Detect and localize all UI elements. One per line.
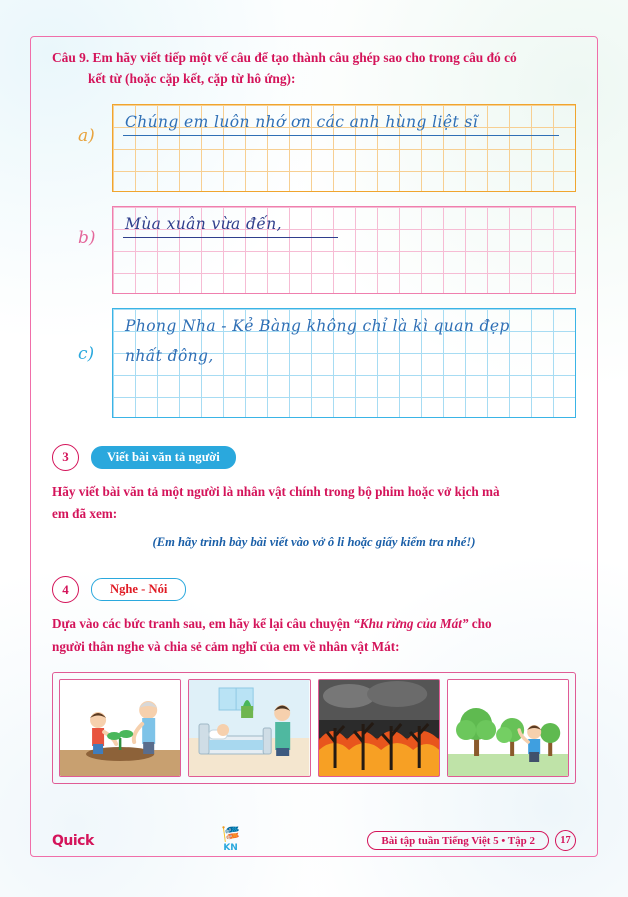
section-3-pill: Viết bài văn tả người xyxy=(91,446,236,469)
section-3-prompt-line-2: em đã xem: xyxy=(52,505,118,521)
answer-underline-b xyxy=(123,237,338,238)
question-9-title xyxy=(52,48,576,90)
section-3-note: (Em hãy trình bày bài viết vào vở ô li hoặc giấy kiểm tra nhé!) xyxy=(152,535,476,550)
answer-label-c: c) xyxy=(78,343,95,364)
answer-grid-b[interactable] xyxy=(112,206,576,294)
section-4-prompt xyxy=(52,613,576,658)
picture-4-boy-with-new-trees xyxy=(447,679,569,777)
picture-4-illustration xyxy=(448,680,568,776)
section-4-number: 4 xyxy=(52,576,79,603)
answer-grid-c[interactable] xyxy=(112,308,576,418)
answer-handwriting-c-line-1: Phong Nha - Kẻ Bàng không chỉ là kì quan đẹp xyxy=(125,316,510,335)
picture-1-boy-and-grandpa-planting xyxy=(59,679,181,777)
answer-grid-a[interactable] xyxy=(112,104,576,192)
section-4-prompt-line-2: người thân nghe và chia sẻ cảm nghĩ của em về nhân vật Mát: xyxy=(52,638,400,654)
section-3-prompt xyxy=(52,481,576,526)
book-title: Bài tập tuần Tiếng Việt 5 • Tập 2 xyxy=(367,831,549,850)
answer-label-b: b) xyxy=(78,227,96,248)
kn-logo-text: KN xyxy=(223,843,238,853)
picture-strip xyxy=(52,672,576,784)
picture-2-grandpa-in-hospital-bed xyxy=(188,679,310,777)
answer-block-a xyxy=(52,104,576,192)
fan-icon: 🎏 xyxy=(221,827,240,843)
answer-handwriting-c-line-2: nhất đông, xyxy=(125,346,214,365)
story-title: “Khu rừng của Mát” xyxy=(353,616,469,632)
section-4-pill: Nghe - Nói xyxy=(91,578,186,601)
section-4-header xyxy=(52,576,576,603)
section-4-prompt-part-1: Dựa vào các bức tranh sau, em hãy kể lại câu chuyện xyxy=(52,616,354,632)
footer-right xyxy=(367,830,576,851)
answer-block-b xyxy=(52,206,576,294)
publisher-logo-text: Quick xyxy=(52,832,94,849)
page-number: 17 xyxy=(555,830,576,851)
picture-1-illustration xyxy=(60,680,180,776)
question-9-line-1: Câu 9. Em hãy viết tiếp một vế câu để tạo thành câu ghép sao cho trong câu đó có xyxy=(52,50,517,65)
section-4-prompt-part-3: cho xyxy=(468,616,492,632)
answer-handwriting-b: Mùa xuân vừa đến, xyxy=(125,214,282,233)
picture-2-illustration xyxy=(189,680,309,776)
answer-label-a: a) xyxy=(78,125,95,146)
page-content xyxy=(52,48,576,784)
picture-3-illustration xyxy=(319,680,439,776)
answer-handwriting-a: Chúng em luôn nhớ ơn các anh hùng liệt sĩ xyxy=(125,112,479,131)
question-9-line-2: kết từ (hoặc cặp kết, cặp từ hô ứng): xyxy=(88,70,296,86)
section-3-number: 3 xyxy=(52,444,79,471)
answer-block-c xyxy=(52,308,576,418)
picture-3-forest-fire xyxy=(318,679,440,777)
publisher-logo xyxy=(52,833,94,849)
answer-underline-a xyxy=(123,135,559,136)
kn-logo xyxy=(222,828,240,853)
section-3-prompt-line-1: Hãy viết bài văn tả một người là nhân vật chính trong bộ phim hoặc vở kịch mà xyxy=(52,483,500,499)
page-footer xyxy=(52,828,576,853)
section-3-header xyxy=(52,444,576,471)
